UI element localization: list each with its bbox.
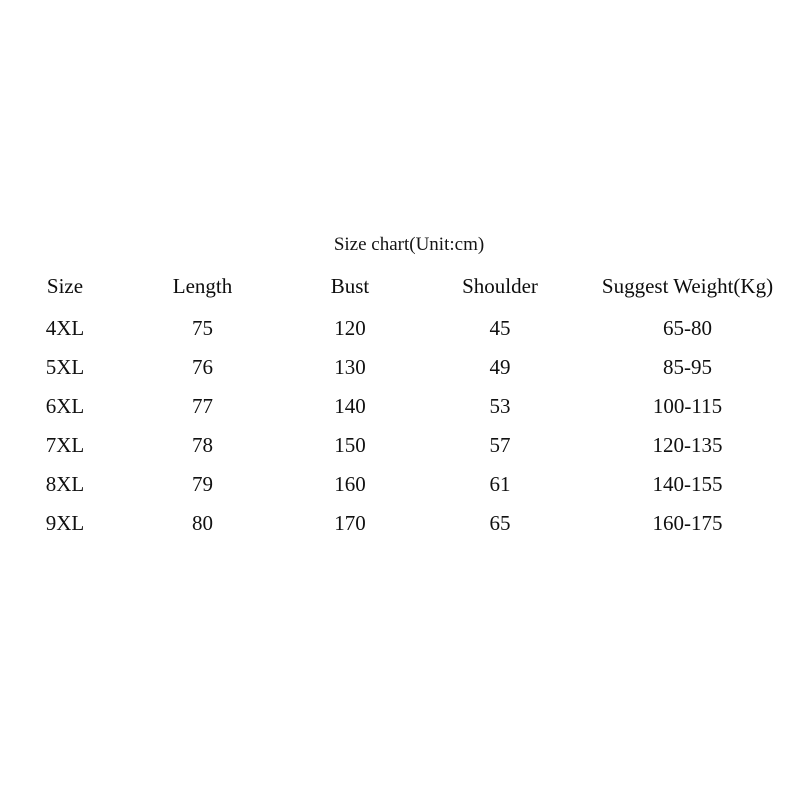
chart-title: Size chart(Unit:cm) [333,234,485,255]
cell-length: 79 [192,472,213,496]
cell-shoulder: 57 [489,433,511,457]
table-row [0,348,800,387]
cell-size: 8XL [45,472,85,496]
table-row [0,387,800,426]
cell-length: 76 [192,355,213,379]
cell-size: 5XL [45,355,85,379]
cell-size: 9XL [45,511,85,535]
cell-suggest-weight: 65-80 [663,316,712,340]
column-header-size: Size [46,274,84,298]
cell-length: 78 [192,433,213,457]
cell-suggest-weight: 160-175 [652,511,723,535]
table-row [0,426,800,465]
column-header-shoulder: Shoulder [462,274,538,298]
cell-suggest-weight: 140-155 [652,472,723,496]
cell-bust: 170 [334,511,366,535]
cell-shoulder: 61 [489,472,511,496]
cell-shoulder: 45 [489,316,511,340]
cell-bust: 130 [334,355,366,379]
size-chart-block [0,234,800,543]
column-header-bust: Bust [330,274,370,298]
cell-length: 77 [192,394,213,418]
cell-size: 6XL [45,394,85,418]
cell-bust: 120 [334,316,366,340]
cell-shoulder: 53 [489,394,511,418]
cell-length: 75 [192,316,213,340]
cell-length: 80 [192,511,213,535]
table-row [0,504,800,543]
cell-size: 4XL [45,316,85,340]
column-header-suggest-weight: Suggest Weight(Kg) [601,274,774,298]
cell-shoulder: 65 [489,511,511,535]
size-chart-table [0,270,800,543]
cell-suggest-weight: 85-95 [663,355,712,379]
table-row [0,309,800,348]
cell-bust: 140 [334,394,366,418]
cell-bust: 150 [334,433,366,457]
cell-size: 7XL [45,433,85,457]
table-row [0,465,800,504]
cell-shoulder: 49 [489,355,511,379]
cell-suggest-weight: 100-115 [652,394,723,418]
cell-suggest-weight: 120-135 [652,433,723,457]
table-header-row [0,270,800,309]
cell-bust: 160 [334,472,366,496]
column-header-length: Length [172,274,233,298]
